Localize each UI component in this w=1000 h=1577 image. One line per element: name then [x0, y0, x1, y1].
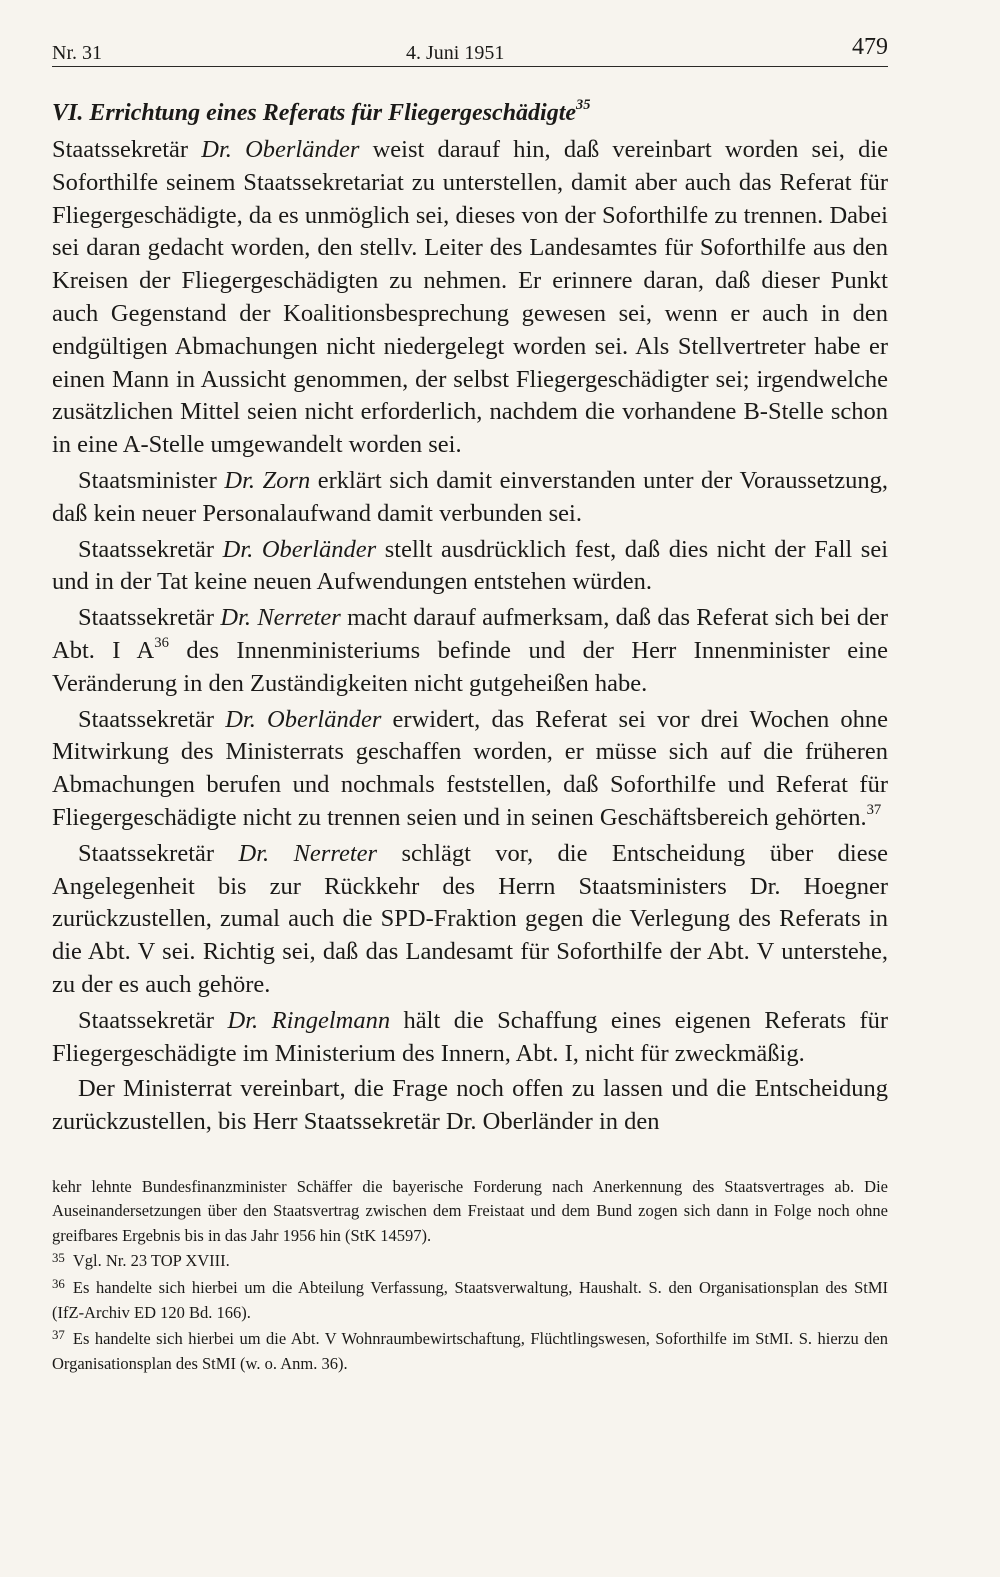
paragraph-oberlaender-1 [52, 134, 888, 462]
speaker-title: Staatssekretär [78, 839, 215, 867]
speaker-dr: Dr. [201, 136, 232, 163]
footnote-35 [52, 1249, 888, 1275]
paragraph-nerreter-1 [52, 602, 888, 700]
speaker-title: Staatssekretär [78, 604, 215, 632]
footnote-ref-35: 35 [576, 96, 591, 113]
speaker-title: Staatssekretär [78, 1006, 215, 1034]
paragraph-oberlaender-2 [52, 534, 888, 600]
paragraph-oberlaender-3 [52, 704, 888, 835]
paragraph-ministerrat [52, 1073, 888, 1139]
paragraph-zorn [52, 465, 888, 531]
footnote-37 [52, 1327, 888, 1377]
speaker-name: Zorn [262, 466, 311, 494]
paragraph-text: erwidert, das Referat sei vor drei Wochen ohne Mitwirkung des Ministerrats geschaffen worden, er müsse sich auf die früheren Abmachungen berufen und nochmals feststellen, daß Soforthilfe und Referat für Fliegergeschädigte nicht zu trennen seien und in seinen Geschäftsbereich gehörten. [52, 705, 889, 831]
document-page [52, 30, 888, 1377]
speaker-dr: Dr. [220, 604, 252, 632]
speaker-title: Staatssekretär [52, 136, 189, 163]
paragraph-text: hält die Schaffung eines eigenen Referats für Fliegergeschädigte im Ministerium des Innern, Abt. I, nicht für zweckmäßig. [52, 1006, 889, 1067]
paragraph-text: Der Ministerrat vereinbart, die Frage noch offen zu lassen und die Entscheidung zurückzustellen, bis Herr Staatssekretär Dr. Oberländer in den [52, 1075, 888, 1136]
footnote-number: 36 [52, 1277, 65, 1292]
speaker-dr: Dr. [224, 466, 256, 494]
footnote-number: 35 [52, 1250, 65, 1265]
footnote-36 [52, 1276, 888, 1326]
paragraph-text: erklärt sich damit einverstanden unter der Voraussetzung, daß kein neuer Personalaufwand damit verbunden sei. [52, 466, 889, 527]
speaker-title: Staatssekretär [78, 535, 215, 563]
speaker-dr: Dr. [238, 839, 270, 867]
speaker-name: Nerreter [293, 839, 378, 867]
section-heading [52, 97, 888, 130]
paragraph-ringelmann [52, 1005, 888, 1071]
paragraph-text: stellt ausdrücklich fest, daß dies nicht der Fall sei und in der Tat keine neuen Aufwendungen entstehen würden. [52, 535, 889, 596]
speaker-dr: Dr. [227, 1006, 259, 1034]
paragraph-text: weist darauf hin, daß vereinbart worden sei, die Soforthilfe seinem Staatssekretariat zu unterstellen, damit aber auch das Referat für Fliegergeschädigte, da es unmöglich sei, dieses von der Soforthilfe zu trennen. Dabei sei daran gedacht worden, den stellv. Leiter des Landesamtes für Soforthilfe aus den Kreisen der Fliegergeschädigten zu nehmen. Er erinnere daran, daß dieser Punkt auch Gegenstand der Koalitionsbesprechung gewesen sei, wenn er auch in den endgültigen Abmachungen nicht niedergelegt worden sei. Als Stellvertreter habe er einen Mann in Aussicht genommen, der selbst Fliegergeschädigter sei; irgendwelche zusätzlichen Mittel seien nicht erforderlich, nachdem die vorhandene B-Stelle schon in eine A-Stelle umgewandelt worden sei. [52, 136, 889, 459]
footnotes [52, 1175, 888, 1377]
footnote-text: Vgl. Nr. 23 TOP XVIII. [72, 1251, 230, 1271]
section-title: VI. Errichtung eines Referats für Fliegergeschädigte [52, 100, 577, 126]
speaker-name: Oberländer [267, 705, 382, 733]
footnote-ref-36: 36 [154, 634, 169, 651]
speaker-dr: Dr. [225, 705, 256, 733]
speaker-name: Oberländer [245, 136, 360, 163]
meeting-date: 4. Juni 1951 [406, 42, 505, 64]
document-number: Nr. 31 [52, 42, 102, 64]
running-head [52, 30, 888, 67]
footnote-ref-37: 37 [866, 801, 882, 818]
paragraph-nerreter-2 [52, 838, 888, 1002]
speaker-name: Nerreter [257, 604, 341, 632]
speaker-name: Oberländer [261, 535, 377, 563]
paragraph-text: macht darauf aufmerksam, daß das Referat sich bei der Abt. I A [52, 604, 889, 664]
footnote-text: Es handelte sich hierbei um die Abteilung Verfassung, Staatsverwaltung, Haushalt. S. den Organisationsplan des StMI (IfZ-Archiv ED 120 Bd. 166). [52, 1277, 888, 1323]
footnote-text: Es handelte sich hierbei um die Abt. V Wohnraumbewirtschaftung, Flüchtlingswesen, Soforthilfe im StMI. S. hierzu den Organisationsplan des StMI (w. o. Anm. 36). [52, 1328, 888, 1374]
footnote-number: 37 [52, 1328, 65, 1343]
paragraph-text: des Innenministeriums befinde und der Herr Innenminister eine Veränderung in den Zuständigkeiten nicht gutgeheißen habe. [52, 636, 888, 697]
body-text [52, 134, 888, 1139]
speaker-name: Ringelmann [271, 1006, 391, 1034]
page-number: 479 [852, 34, 888, 60]
speaker-dr: Dr. [222, 535, 254, 563]
speaker-title: Staatssekretär [78, 705, 215, 733]
footnote-continuation: kehr lehnte Bundesfinanzminister Schäffer die bayerische Forderung nach Anerkennung des Staatsvertrages ab. Die Auseinandersetzungen über den Staatsvertrag zwischen dem Freistaat und dem Bund zogen sich dann in Folge noch ohne greifbares Ergebnis bis in das Jahr 1956 hin (StK 14597). [52, 1176, 888, 1245]
paragraph-text: schlägt vor, die Entscheidung über diese Angelegenheit bis zur Rückkehr des Herrn Staatsministers Dr. Hoegner zurückzustellen, zumal auch die SPD-Fraktion gegen die Verlegung des Referats in die Abt. V sei. Richtig sei, daß das Landesamt für Soforthilfe der Abt. V unterstehe, zu der es auch gehöre. [52, 839, 889, 998]
speaker-title: Staatsminister [78, 466, 217, 494]
